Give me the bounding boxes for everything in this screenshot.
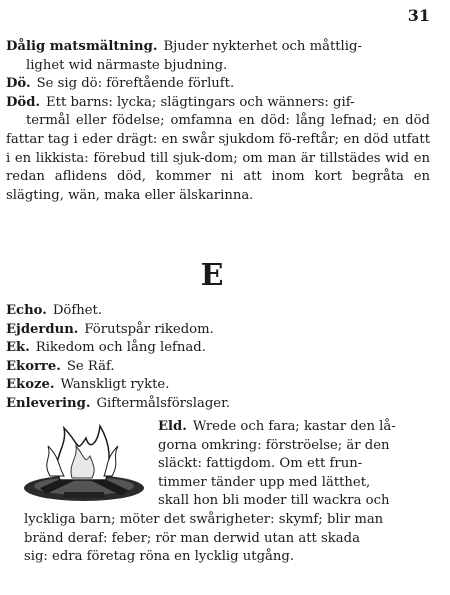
headword: Dålig matsmältning. <box>6 39 158 54</box>
entry-dod <box>6 94 430 206</box>
entry-echo <box>6 302 430 321</box>
entry-dalig-matsmaltning <box>6 38 430 75</box>
entries-d <box>6 38 430 205</box>
entry-text: Döfhet. <box>52 303 103 318</box>
eld-line: lyckliga barn; möter det swårigheter: skymf; blir man <box>24 511 384 527</box>
section-letter: E <box>200 258 224 293</box>
headword: Ejderdun. <box>6 321 79 337</box>
eld-line: sig: edra företag röna en lycklig utgång. <box>24 549 295 565</box>
eld-line: släckt: fattigdom. Om ett frun- <box>158 456 363 472</box>
headword: Dö. <box>6 76 31 92</box>
eld-line: timmer tänder upp med lätthet, <box>158 474 371 490</box>
entry-text: Wanskligt rykte. <box>60 377 170 393</box>
entry-text: Bjuder nykterhet och måttlig- <box>163 39 362 54</box>
eld-line <box>6 418 430 437</box>
entry-text: Se sig dö: föreftående förluft. <box>36 76 235 92</box>
entry-ek <box>6 339 430 358</box>
headword: Echo. <box>6 303 47 318</box>
headword: Ekorre. <box>6 358 61 374</box>
entry-text: Förutspår rikedom. <box>84 321 214 337</box>
entry-ekoze <box>6 376 430 395</box>
headword: Död. <box>6 94 41 110</box>
entry-text: Se Räf. <box>66 358 115 374</box>
entries-e <box>6 302 430 414</box>
entry-ekorre <box>6 358 430 377</box>
entry-text: Giftermålsförslager. <box>96 395 231 411</box>
entry-continuation: termål eller födelse; omfamna en död: lång lefnad; en död fattar tag i eder drägt: en swår sjukdom fö-reftår; en död utfatt i en likkista: förebud till sjuk-dom; om man är tillstädes wid en redan aflidens död, kommer ni att inom kort begråta en slägting, wän, maka eller älskarinna. <box>6 113 430 203</box>
headword: Enlevering. <box>6 395 91 411</box>
entry-continuation: lighet wid närmaste bjudning. <box>26 57 228 73</box>
entry-text: Ett barns: lycka; slägtingars och wänners: gif- <box>46 94 355 110</box>
headword: Ek. <box>6 340 30 356</box>
headword: Eld. <box>158 419 187 434</box>
headword: Ekoze. <box>6 377 55 393</box>
page-number: 31 <box>407 6 430 25</box>
entry-ejderdun <box>6 321 430 340</box>
eld-line: skall hon bli moder till wackra och <box>158 493 390 509</box>
line-text: Wrede och fara; kastar den lå- <box>192 419 396 434</box>
entry-enlevering <box>6 395 430 414</box>
eld-line: bränd deraf: feber; rör man derwid utan att skada <box>24 530 360 546</box>
eld-line: gorna omkring: förströelse; är den <box>158 437 390 453</box>
entry-do <box>6 75 430 94</box>
entry-text: Rikedom och lång lefnad. <box>35 340 206 356</box>
